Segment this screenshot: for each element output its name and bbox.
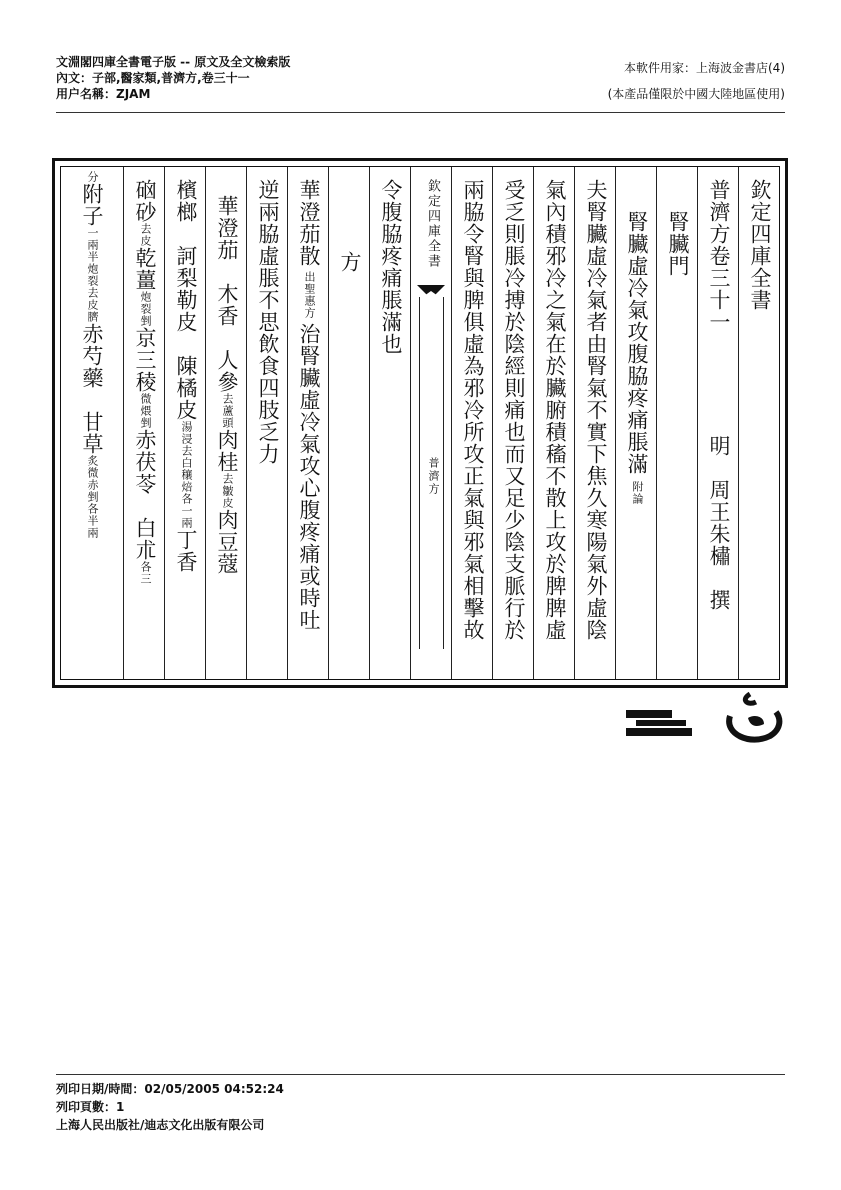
- chapter-heading-text: 腎臟虛冷氣攻腹脇疼痛脹滿: [625, 211, 649, 475]
- fold-book-title: 欽定四庫全書: [425, 179, 440, 269]
- ingredient: 肉豆蔻: [215, 509, 239, 575]
- ingredient: 檳榔: [174, 179, 198, 223]
- text-column: [492, 167, 533, 679]
- footer-rule: [56, 1074, 785, 1075]
- book-title-head: 欽定四庫全書: [748, 179, 772, 311]
- text-column: [61, 167, 123, 679]
- text-column: [205, 167, 246, 679]
- header-username: 用户名稱：ZJAM: [56, 87, 151, 101]
- header-licensee: 本軟件用家：上海波金書店(4): [624, 61, 785, 75]
- recipe-indication: 治腎臟虛冷氣攻心腹疼痛或時吐: [297, 323, 321, 631]
- text-column: [738, 167, 779, 679]
- text-column: [574, 167, 615, 679]
- fold-book-subtitle: 普濟方: [427, 457, 440, 496]
- ingredient-line: [71, 171, 112, 539]
- ingredient-line: [124, 179, 165, 585]
- text-column: [246, 167, 287, 679]
- ingredient: 陳橘皮: [174, 355, 198, 421]
- page-fold-column: [410, 167, 451, 679]
- body-text: 受乏則脹冷搏於陰經則痛也而又足少陰支脈行於: [502, 179, 526, 641]
- chapter-heading-note: 附論: [631, 481, 644, 505]
- ingredient-note: 去蘆頭: [221, 393, 234, 429]
- ingredient-note: 各三: [139, 561, 152, 585]
- ingredient-note: 去皺皮: [221, 473, 234, 509]
- ingredient: 甘草: [80, 411, 104, 455]
- ingredient: 白朮: [133, 517, 157, 561]
- ingredient-note: 微煨剉: [139, 393, 152, 429]
- ingredient-line: [165, 179, 206, 573]
- ingredient-note: 炮裂剉: [139, 291, 152, 327]
- ingredient-note: 湯浸去白穰焙各一兩: [180, 421, 193, 529]
- ingredient: 人參: [215, 349, 239, 393]
- recipe-title-line: [288, 179, 329, 631]
- ingredient: 華澄茄: [215, 195, 239, 261]
- header-license: [608, 60, 785, 102]
- header-info: [56, 54, 290, 102]
- text-column: [697, 167, 738, 679]
- footer-info: [56, 1080, 284, 1134]
- print-datetime: 列印日期/時間：02/05/2005 04:52:24: [56, 1082, 284, 1096]
- ingredient-note: 去皮: [139, 223, 152, 247]
- body-text: 夫腎臟虛冷氣者由腎氣不實下焦久寒陽氣外虛陰: [584, 179, 608, 641]
- author-line: 明 周王朱橚 撰: [707, 435, 731, 611]
- publisher-seal-icon: [720, 690, 786, 748]
- header-region-note: (本產品僅限於中國大陸地區使用): [607, 87, 785, 101]
- header-title: 文淵閣四庫全書電子版 -- 原文及全文檢索版: [56, 55, 291, 69]
- ingredient-line: [206, 195, 247, 575]
- fold-line: [419, 297, 420, 649]
- fold-line: [443, 297, 444, 649]
- publisher-credit: 上海人民出版社/迪志文化出版有限公司: [56, 1118, 265, 1132]
- ingredient: 丁香: [174, 529, 198, 573]
- body-text: 氣內積邪冷之氣在於臟腑積稸不散上攻於脾脾虛: [543, 179, 567, 641]
- ingredient: 硇砂: [133, 179, 157, 223]
- text-column: [287, 167, 328, 679]
- text-column: [164, 167, 205, 679]
- book-page: [52, 158, 788, 688]
- text-column: [123, 167, 164, 679]
- ingredient: 赤茯苓: [133, 429, 157, 495]
- ingredient: 附子: [80, 183, 104, 227]
- page-inner-border: [60, 166, 780, 680]
- body-text: 令腹脇疼痛脹滿也: [379, 179, 403, 355]
- recipe-section-label: 方: [338, 251, 362, 273]
- recipe-indication-cont: 逆兩脇虛脹不思飲食四肢乏力: [256, 179, 280, 465]
- text-column: [615, 167, 656, 679]
- section-title: 腎臟門: [666, 211, 690, 277]
- fishtail-mark-inner: [417, 291, 445, 301]
- header-content-path: 內文：子部,醫家類,普濟方,卷三十一: [56, 71, 250, 85]
- text-column: [656, 167, 697, 679]
- publisher-logo-icon: [626, 708, 696, 738]
- ingredient-note: 炙微赤剉各半兩: [86, 455, 99, 539]
- text-column: [451, 167, 492, 679]
- text-column: [533, 167, 574, 679]
- ingredient: 訶梨勒皮: [174, 245, 198, 333]
- print-page-count: 列印頁數：1: [56, 1100, 125, 1114]
- ingredient: 乾薑: [133, 247, 157, 291]
- chapter-heading: [616, 211, 657, 505]
- text-column: [328, 167, 369, 679]
- ingredient: 京三稜: [133, 327, 157, 393]
- recipe-source-note: 出聖惠方: [303, 271, 316, 319]
- ingredient: 肉桂: [215, 429, 239, 473]
- header-rule: [56, 112, 785, 113]
- text-column: [369, 167, 410, 679]
- recipe-name: 華澄茄散: [297, 179, 321, 267]
- volume-title: 普濟方卷三十一: [707, 179, 731, 333]
- ingredient: 木香: [215, 283, 239, 327]
- ingredient: 赤芍藥: [80, 323, 104, 389]
- ingredient-note: 分: [86, 171, 99, 183]
- ingredient-note: 一兩半炮裂去皮臍: [86, 227, 99, 323]
- body-text: 兩脇令腎與脾俱虛為邪冷所攻正氣與邪氣相擊故: [461, 179, 485, 641]
